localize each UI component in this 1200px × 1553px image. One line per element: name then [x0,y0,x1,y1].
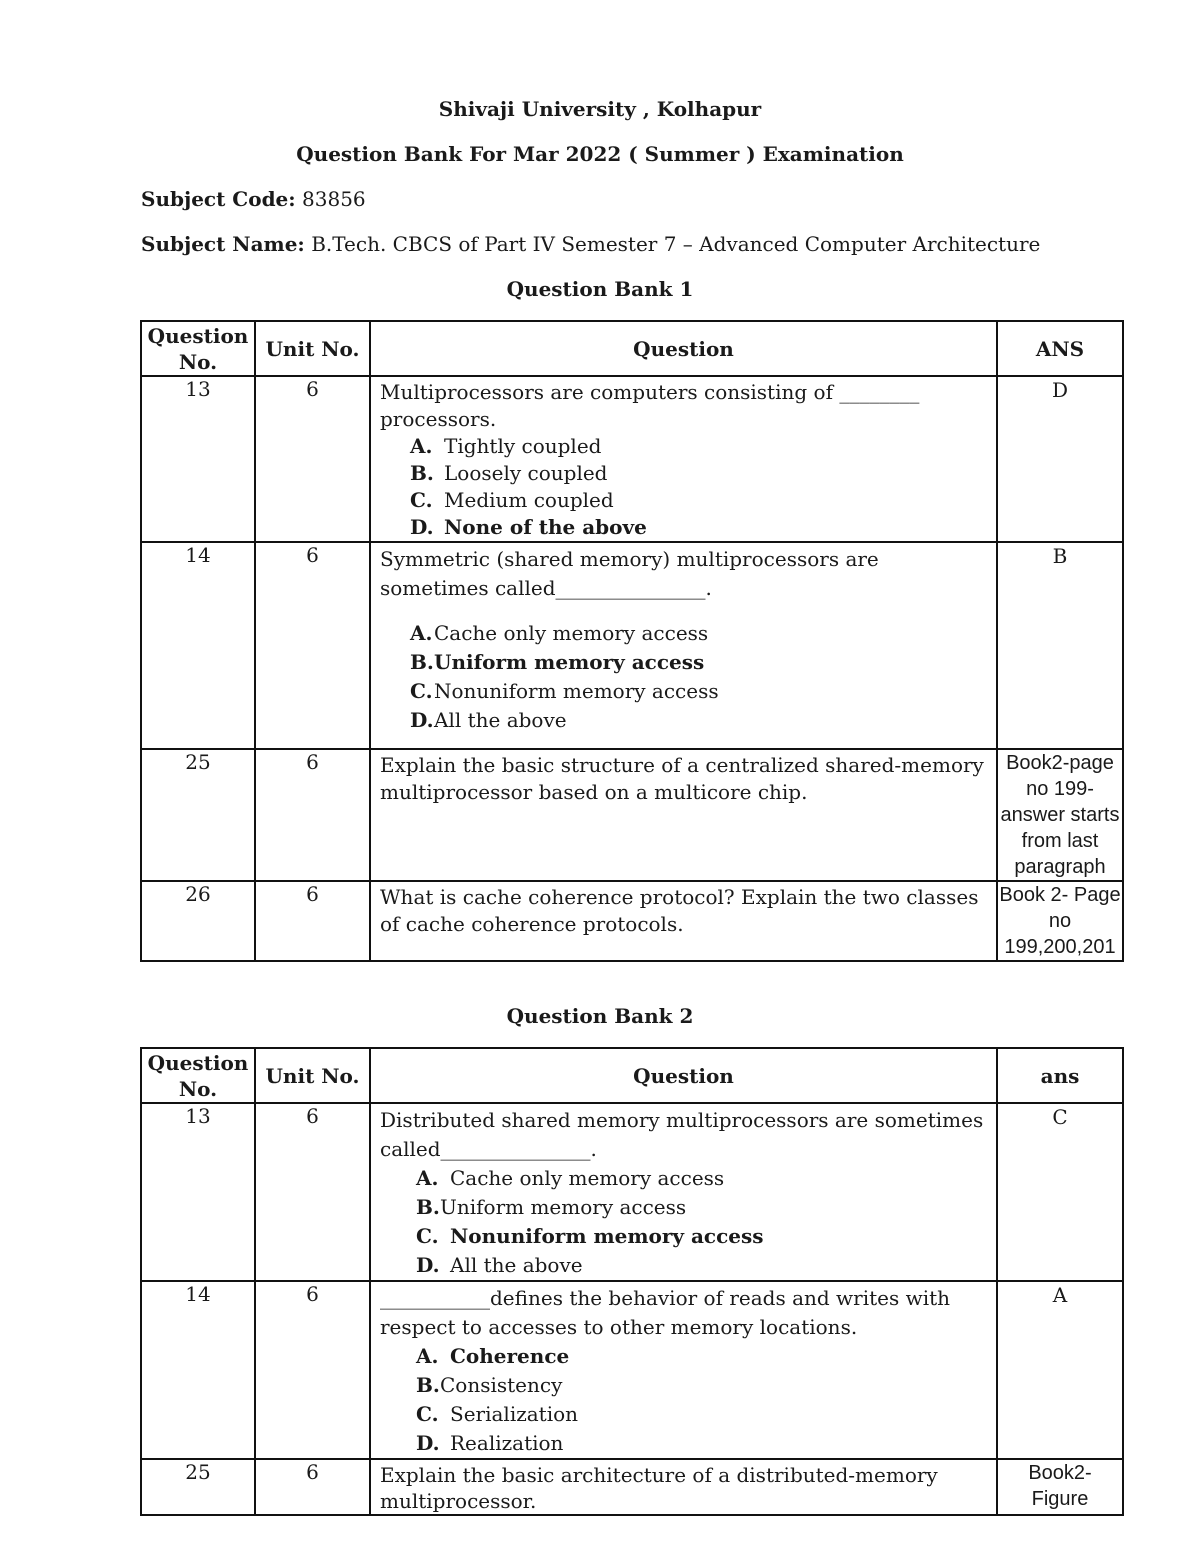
bank2-title: Question Bank 2 [506,1004,694,1028]
option-text: Nonuniform memory access [450,1224,764,1248]
answer: D [997,376,1123,542]
question-cell [370,542,997,749]
option-letter: D. [410,708,434,732]
option-d [410,706,988,735]
option-text: None of the above [444,515,647,539]
subject-name-value: B.Tech. CBCS of Part IV Semester 7 – Advanced Computer Architecture [311,232,1041,256]
answer: A [997,1281,1123,1459]
option-b [416,1193,988,1222]
table-row [141,1459,1123,1515]
option-letter: D. [416,1253,440,1277]
answer: C [997,1103,1123,1281]
col-ans: ans [997,1048,1123,1103]
question-bank-1-table [140,320,1124,962]
unit-no: 6 [255,1103,370,1281]
option-text: Uniform memory access [440,1195,687,1219]
table-row [141,1103,1123,1281]
answer: Book2-page no 199- answer starts from last paragraph [997,749,1123,881]
col-unit-no: Unit No. [255,1048,370,1103]
question-cell [370,749,997,881]
subject-code-value: 83856 [302,187,366,211]
question-text: ___________defines the behavior of reads and writes with respect to accesses to other memory locations. [380,1286,951,1339]
option-text: Coherence [450,1344,570,1368]
option-text: Tightly coupled [444,434,602,458]
question-text: Symmetric (shared memory) multiprocessors are sometimes called_______________. [380,547,879,600]
option-letter: A. [416,1166,439,1190]
option-a [410,619,988,648]
option-text: All the above [434,708,567,732]
option-text: Nonuniform memory access [434,679,719,703]
col-ans: ANS [997,321,1123,376]
question-text: Explain the basic structure of a centralized shared-memory multiprocessor based on a multicore chip. [380,753,984,804]
unit-no: 6 [255,881,370,961]
question-no: 25 [141,749,255,881]
option-text: Medium coupled [444,488,614,512]
subject-name-label: Subject Name: [141,232,305,256]
option-text: Cache only memory access [434,621,709,645]
option-letter: C. [416,1224,439,1248]
question-cell [370,1103,997,1281]
unit-no: 6 [255,1459,370,1515]
unit-no: 6 [255,542,370,749]
answer: Book 2- Page no 199,200,201 [997,881,1123,961]
question-no: 14 [141,542,255,749]
option-letter: C. [416,1402,439,1426]
exam-title: Question Bank For Mar 2022 ( Summer ) Examination [296,142,904,166]
subject-code-label: Subject Code: [141,187,296,211]
question-no: 26 [141,881,255,961]
table-row [141,1281,1123,1459]
option-c [410,677,988,706]
subject-code-line [141,187,366,211]
option-text: Loosely coupled [444,461,608,485]
question-cell [370,376,997,542]
table-header-row [141,1048,1123,1103]
question-no: 14 [141,1281,255,1459]
option-letter: B. [416,1373,440,1397]
question-text: Distributed shared memory multiprocessors are sometimes called_______________. [380,1108,984,1161]
table-row [141,376,1123,542]
option-d [416,1251,988,1280]
option-a-correct [416,1342,988,1371]
option-text: Cache only memory access [450,1166,725,1190]
option-text: Consistency [440,1373,563,1397]
option-letter: B. [416,1195,440,1219]
question-text: What is cache coherence protocol? Explain the two classes of cache coherence protocols. [380,885,979,936]
question-no: 13 [141,376,255,542]
question-text: Explain the basic architecture of a distributed-memory multiprocessor. [380,1463,938,1513]
option-text: Uniform memory access [434,650,705,674]
option-letter: B. [410,650,434,674]
option-c [410,487,988,514]
question-cell [370,1281,997,1459]
university-title: Shivaji University , Kolhapur [438,97,762,121]
option-b [416,1371,988,1400]
table-row [141,749,1123,881]
option-text: Realization [450,1431,564,1455]
question-cell [370,1459,997,1515]
col-question: Question [370,321,997,376]
col-question-no: Question No. [141,1048,255,1103]
question-bank-2-table [140,1047,1124,1516]
option-b [410,460,988,487]
table-header-row [141,321,1123,376]
option-letter: C. [410,488,433,512]
option-b-correct [410,648,988,677]
question-no: 25 [141,1459,255,1515]
unit-no: 6 [255,376,370,542]
option-letter: D. [410,515,434,539]
option-c [416,1400,988,1429]
option-a [410,433,988,460]
table-row [141,542,1123,749]
option-text: Serialization [450,1402,579,1426]
unit-no: 6 [255,1281,370,1459]
option-text: All the above [450,1253,583,1277]
unit-no: 6 [255,749,370,881]
col-unit-no: Unit No. [255,321,370,376]
question-text: Multiprocessors are computers consisting of ________ processors. [380,380,920,431]
answer: Book2- Figure [997,1459,1123,1515]
option-d-correct [410,514,988,541]
question-no: 13 [141,1103,255,1281]
option-letter: A. [410,621,433,645]
option-letter: D. [416,1431,440,1455]
col-question: Question [370,1048,997,1103]
bank1-title: Question Bank 1 [506,277,694,301]
option-d [416,1429,988,1458]
table-row [141,881,1123,961]
option-letter: A. [410,434,433,458]
answer: B [997,542,1123,749]
option-a [416,1164,988,1193]
option-letter: B. [410,461,434,485]
question-cell [370,881,997,961]
col-question-no: Question No. [141,321,255,376]
option-letter: A. [416,1344,439,1368]
subject-name-line [141,232,1040,256]
option-letter: C. [410,679,433,703]
option-c-correct [416,1222,988,1251]
